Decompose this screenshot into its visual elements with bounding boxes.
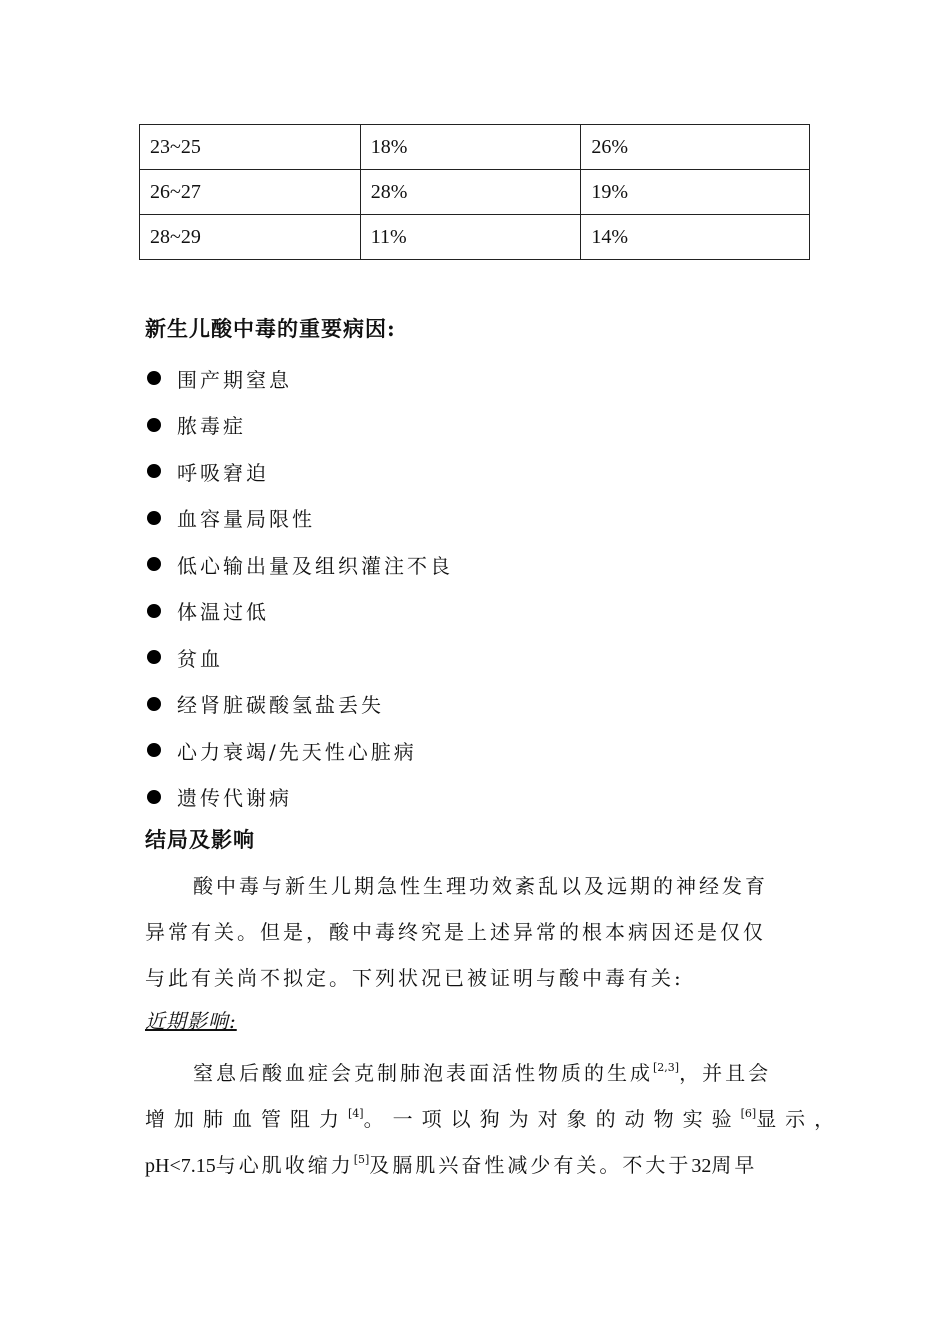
bullet-icon bbox=[147, 464, 161, 478]
text-run: pH<7.15 bbox=[145, 1155, 216, 1177]
table-cell: 26% bbox=[581, 125, 810, 170]
table-row bbox=[140, 170, 810, 215]
text-run: 窒息后酸血症会克制肺泡表面活性物质的生成 bbox=[193, 1061, 653, 1085]
list-item bbox=[145, 681, 453, 728]
list-item bbox=[145, 448, 453, 495]
list-item-label: 血容量局限性 bbox=[177, 507, 315, 532]
table-cell: 26~27 bbox=[140, 170, 361, 215]
paragraph-line: 异常有关。但是，酸中毒终究是上述异常的根本病因还是仅仅 bbox=[145, 920, 766, 944]
bullet-icon bbox=[147, 604, 161, 618]
list-item-label: 贫血 bbox=[177, 646, 223, 671]
bullet-icon bbox=[147, 371, 161, 385]
list-item-label: 脓毒症 bbox=[177, 414, 246, 439]
text-run: ，并且会 bbox=[679, 1061, 772, 1085]
list-item bbox=[145, 588, 453, 635]
list-item-label: 心力衰竭/先天性心脏病 bbox=[177, 739, 417, 764]
subheading-short-term: 近期影响: bbox=[145, 1009, 237, 1033]
paragraph-line bbox=[145, 1050, 805, 1096]
causes-list bbox=[145, 355, 453, 820]
causes-heading: 新生儿酸中毒的重要病因: bbox=[145, 316, 396, 341]
bullet-icon bbox=[147, 697, 161, 711]
text-run: 周早 bbox=[711, 1153, 758, 1177]
citation-ref: [4] bbox=[348, 1107, 364, 1120]
bullet-icon bbox=[147, 790, 161, 804]
list-item bbox=[145, 774, 453, 821]
text-run: 及膈肌兴奋性减少有关。不大于 bbox=[369, 1153, 692, 1177]
table-cell: 28~29 bbox=[140, 215, 361, 260]
paragraph-line: 酸中毒与新生儿期急性生理功效紊乱以及远期的神经发育 bbox=[193, 874, 768, 898]
list-item bbox=[145, 727, 453, 774]
text-run: 。一项以狗为对象的动物实验 bbox=[363, 1107, 741, 1131]
list-item-label: 低心输出量及组织灌注不良 bbox=[177, 553, 453, 578]
table-cell: 28% bbox=[360, 170, 581, 215]
text-run: 32 bbox=[691, 1155, 712, 1177]
list-item-label: 呼吸窘迫 bbox=[177, 460, 269, 485]
bullet-icon bbox=[147, 418, 161, 432]
list-item bbox=[145, 402, 453, 449]
list-item bbox=[145, 495, 453, 542]
table-cell: 11% bbox=[360, 215, 581, 260]
paragraph-line bbox=[145, 1096, 844, 1142]
short-term-paragraph bbox=[145, 1050, 844, 1188]
citation-ref: [2,3] bbox=[653, 1061, 680, 1074]
text-run: 显示， bbox=[756, 1107, 844, 1131]
outcome-heading: 结局及影响 bbox=[145, 827, 255, 852]
list-item-label: 遗传代谢病 bbox=[177, 786, 292, 811]
outcome-paragraph bbox=[145, 863, 805, 1001]
table-cell: 18% bbox=[360, 125, 581, 170]
list-item-label: 围产期窒息 bbox=[177, 367, 292, 392]
bullet-icon bbox=[147, 511, 161, 525]
paragraph-line bbox=[145, 1142, 805, 1188]
list-item bbox=[145, 541, 453, 588]
list-item bbox=[145, 355, 453, 402]
bullet-icon bbox=[147, 743, 161, 757]
bullet-icon bbox=[147, 650, 161, 664]
citation-ref: [5] bbox=[353, 1153, 370, 1166]
bullet-icon bbox=[147, 557, 161, 571]
table-row bbox=[140, 125, 810, 170]
table-row bbox=[140, 215, 810, 260]
table-cell: 14% bbox=[581, 215, 810, 260]
paragraph-line: 与此有关尚不拟定。下列状况已被证明与酸中毒有关: bbox=[145, 966, 684, 990]
table-cell: 23~25 bbox=[140, 125, 361, 170]
list-item-label: 经肾脏碳酸氢盐丢失 bbox=[177, 693, 384, 718]
citation-ref: [6] bbox=[740, 1107, 757, 1120]
list-item bbox=[145, 634, 453, 681]
text-run: 增加肺血管阻力 bbox=[145, 1107, 348, 1131]
list-item-label: 体温过低 bbox=[177, 600, 269, 625]
percentage-table bbox=[139, 124, 810, 260]
text-run: 与心肌收缩力 bbox=[215, 1153, 354, 1177]
table-cell: 19% bbox=[581, 170, 810, 215]
